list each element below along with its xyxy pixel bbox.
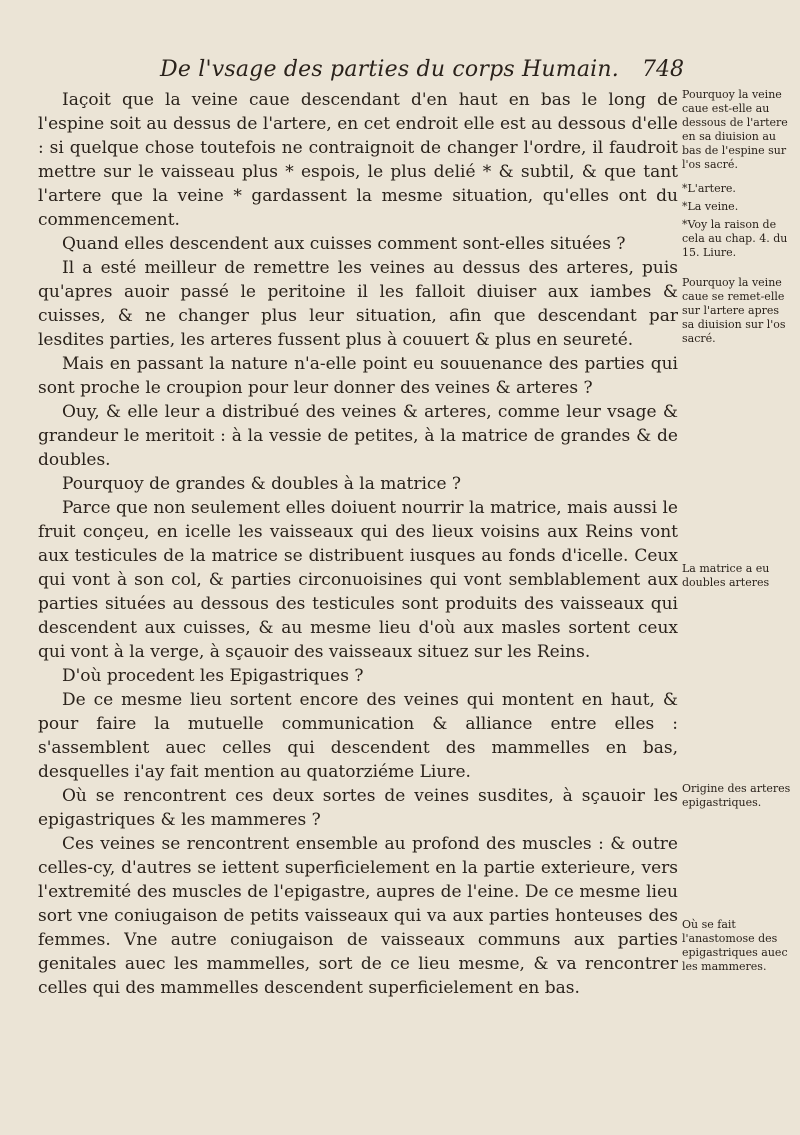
margin-note: Pourquoy la veine caue est-elle au dessous de l'artere en sa diuision au bas de l'espine sur l'os sacré. <box>682 88 788 171</box>
margin-note: *Voy la raison de cela au chap. 4. du 15. Liure. <box>682 218 788 259</box>
paragraph: Quand elles descendent aux cuisses comment sont-elles situées ? <box>62 234 626 254</box>
paragraph: De ce mesme lieu sortent encore des veines qui montent en haut, & pour faire la mutuelle communication & alliance entre elles : s'assemblent auec celles qui descendent des mammelles en bas, desquelles i'ay fait mention au quatorziéme Liure. <box>38 690 678 782</box>
margin-note: Pourquoy la veine caue se remet-elle sur l'artere apres sa diuision sur l'os sacré. <box>682 276 786 345</box>
paragraph: Iaçoit que la veine caue descendant d'en haut en bas le long de l'espine soit au dessus de l'artere, en cet endroit elle est au dessous d'elle : si quelque chose toutefois ne contraignoit de changer l'ordre, il faudroit mettre sur le vaisseau plus * espois, le plus delié * & subtil, & que tant l'artere que la veine * gardassent la mesme situation, qu'elles ont du commencement. <box>38 90 678 230</box>
margin-note: *La veine. <box>682 200 739 213</box>
running-title: De l'vsage des parties du corps Humain. <box>160 57 619 82</box>
paragraph: Pourquoy de grandes & doubles à la matrice ? <box>62 474 462 494</box>
paragraph: Ouy, & elle leur a distribué des veines & arteres, comme leur vsage & grandeur le meritoit : à la vessie de petites, à la matrice de grandes & de doubles. <box>38 402 678 470</box>
main-text <box>38 88 678 1000</box>
margin-note: Origine des arteres epigastriques. <box>682 782 791 809</box>
paragraph: Mais en passant la nature n'a-elle point eu souuenance des parties qui sont proche le croupion pour leur donner des veines & arteres ? <box>38 354 678 398</box>
margin-note: La matrice a eu doubles arteres <box>682 562 770 589</box>
paragraph: Ces veines se rencontrent ensemble au profond des muscles : & outre celles-cy, d'autres se iettent superficielement en la partie exterieure, vers l'extremité des muscles de l'epigastre, aupres de l'eine. De ce mesme lieu sort vne coniugaison de petits vaisseaux qui va aux parties honteuses des femmes. Vne autre coniugaison de vaisseaux communs aux parties genitales auec les mammelles, sort de ce lieu mesme, & va rencontrer celles qui des mammelles descendent superficielement en bas. <box>38 834 678 998</box>
margin-note: *L'artere. <box>682 182 736 195</box>
paragraph: D'où procedent les Epigastriques ? <box>62 666 364 686</box>
margin-note: Où se fait l'anastomose des epigastriques auec les mammeres. <box>682 918 788 973</box>
paragraph: Où se rencontrent ces deux sortes de veines susdites, à sçauoir les epigastriques & les mammeres ? <box>38 786 678 830</box>
page-number: 748 <box>642 57 684 82</box>
paragraph: Il a esté meilleur de remettre les veines au dessus des arteres, puis qu'apres auoir passé le peritoine il les falloit diuiser aux iambes & cuisses, & ne changer plus leur situation, afin que descendant par lesdites parties, les arteres fussent plus à couuert & plus en seureté. <box>38 258 678 350</box>
paragraph: Parce que non seulement elles doiuent nourrir la matrice, mais aussi le fruit conçeu, en icelle les vaisseaux qui des lieux voisins aux Reins vont aux testicules de la matrice se distribuent iusques au fonds d'icelle. Ceux qui vont à son col, & parties circonuoisines qui vont semblablement aux parties situées au dessous des testicules sont produits des vaisseaux qui descendent aux cuisses, & au mesme lieu d'où aux masles sortent ceux qui vont à la verge, à sçauoir des vaisseaux situez sur les Reins. <box>38 498 678 662</box>
margin-notes <box>682 88 794 974</box>
